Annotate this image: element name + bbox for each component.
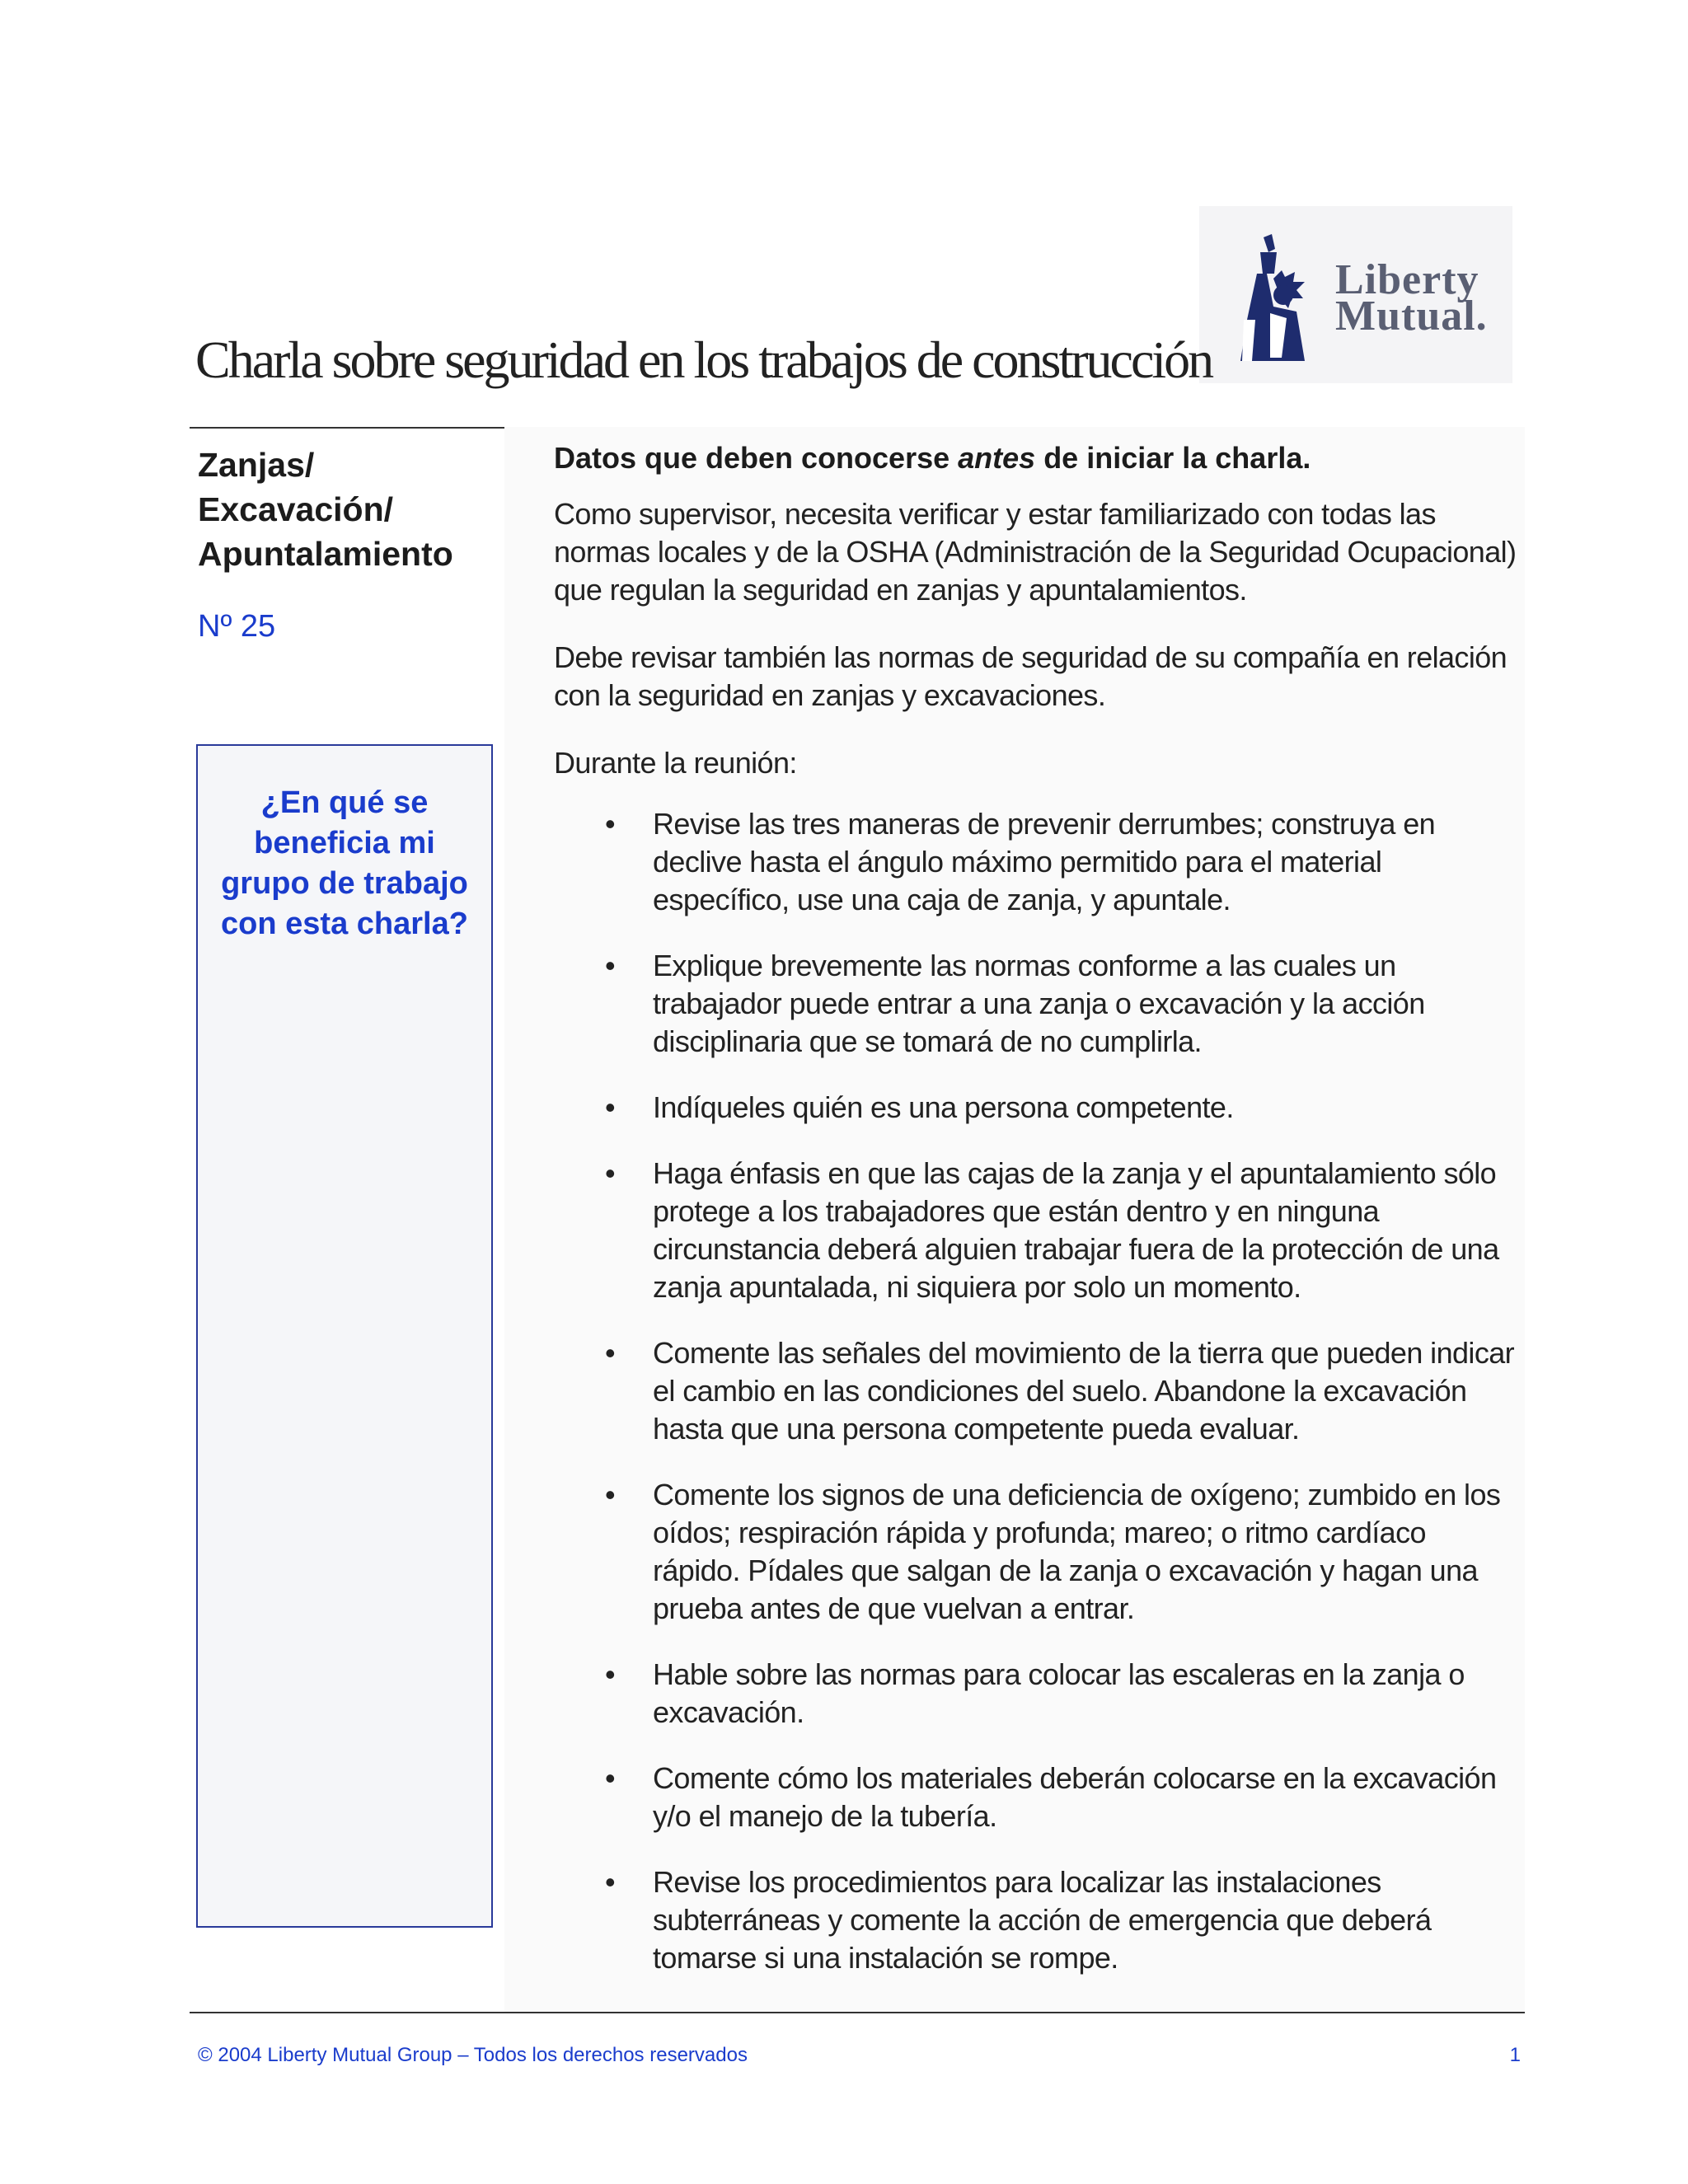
list-item-text: Comente las señales del movimiento de la tierra que pueden indicar el cambio en las condiciones del suelo. Abandone la excavación hasta que una persona competente pueda evaluar. xyxy=(653,1336,1515,1446)
list-item xyxy=(554,1476,1518,1628)
paragraph: Como supervisor, necesita verificar y estar familiarizado con todas las normas locales y de la OSHA (Administración de la Seguridad Ocupacional) que regulan la seguridad en zanjas y apuntalamientos. xyxy=(554,497,1517,607)
benefit-question xyxy=(198,783,491,944)
bullet-icon: • xyxy=(605,1336,616,1370)
liberty-mutual-logo xyxy=(1199,206,1512,383)
bullet-icon: • xyxy=(605,807,616,841)
topic-heading xyxy=(198,443,503,576)
benefit-box xyxy=(196,744,493,1928)
bullet-icon: • xyxy=(605,1761,616,1795)
bullet-icon: • xyxy=(605,1865,616,1899)
list-item-text: Comente cómo los materiales deberán colocarse en la excavación y/o el manejo de la tubería. xyxy=(653,1761,1497,1833)
bullet-icon: • xyxy=(605,1657,616,1691)
list-item-text: Explique brevemente las normas conforme a las cuales un trabajador puede entrar a una zanja o excavación y la acción disciplinaria que se tomará de no cumplirla. xyxy=(653,949,1425,1058)
heading-text: de iniciar la charla. xyxy=(1035,441,1311,475)
bottom-divider xyxy=(190,2012,1525,2013)
main-content xyxy=(504,427,1525,2012)
benefit-line: beneficia mi xyxy=(254,826,435,860)
list-item xyxy=(554,1656,1518,1732)
bullet-icon: • xyxy=(605,1156,616,1190)
intro-heading xyxy=(554,439,1518,477)
statue-of-liberty-icon xyxy=(1224,231,1327,363)
list-item xyxy=(554,1863,1518,1977)
list-item xyxy=(554,805,1518,919)
bullet-icon: • xyxy=(605,1090,616,1124)
list-item-text: Revise las tres maneras de prevenir derrumbes; construya en declive hasta el ángulo máximo permitido para el material específico, use una caja de zanja, y apuntale. xyxy=(653,807,1436,916)
page-number: 1 xyxy=(1509,2044,1521,2066)
footer xyxy=(198,2044,1521,2067)
benefit-line: con esta charla? xyxy=(221,907,468,941)
sidebar xyxy=(198,443,503,644)
topic-line: Apuntalamiento xyxy=(198,535,453,573)
list-item-text: Hable sobre las normas para colocar las escaleras en la zanja o excavación. xyxy=(653,1657,1465,1729)
bullet-icon: • xyxy=(605,1478,616,1511)
list-item xyxy=(554,1760,1518,1835)
copyright-text: © 2004 Liberty Mutual Group – Todos los derechos reservados xyxy=(198,2044,748,2066)
list-item xyxy=(554,1334,1518,1448)
heading-emphasis: antes xyxy=(958,441,1036,475)
page-title: Charla sobre seguridad en los trabajos de construcción xyxy=(195,330,1212,389)
logo-wordmark xyxy=(1335,256,1488,340)
heading-text: Datos que deben conocerse xyxy=(554,441,959,475)
logo-line-2: Mutual. xyxy=(1335,293,1488,340)
talk-number: Nº 25 xyxy=(198,609,276,644)
benefit-line: ¿En qué se xyxy=(260,785,429,820)
bullet-icon: • xyxy=(605,949,616,982)
topic-line: Zanjas/ xyxy=(198,446,315,484)
paragraph: Debe revisar también las normas de seguridad de su compañía en relación con la seguridad en zanjas y excavaciones. xyxy=(554,640,1507,712)
benefit-line: grupo de trabajo xyxy=(221,866,468,901)
topic-line: Excavación/ xyxy=(198,490,394,528)
list-item xyxy=(554,1155,1518,1306)
list-item-text: Comente los signos de una deficiencia de oxígeno; zumbido en los oídos; respiración rápida y profunda; mareo; o ritmo cardíaco rápido. Pídales que salgan de la zanja o excavación y hagan una prueba antes de que vuelvan a entrar. xyxy=(653,1478,1501,1625)
paragraph: Durante la reunión: xyxy=(554,746,797,780)
logo-line-1: Liberty xyxy=(1335,256,1479,303)
list-item-text: Haga énfasis en que las cajas de la zanja y el apuntalamiento sólo protege a los trabajadores que están dentro y en ninguna circunstancia deberá alguien trabajar fuera de la protección de una zanja apuntalada, ni siquiera por solo un momento. xyxy=(653,1156,1499,1304)
bullet-list xyxy=(554,805,1518,1977)
list-item-text: Indíqueles quién es una persona competente. xyxy=(653,1090,1234,1124)
list-item xyxy=(554,947,1518,1061)
list-item-text: Revise los procedimientos para localizar las instalaciones subterráneas y comente la acción de emergencia que deberá tomarse si una instalación se rompe. xyxy=(653,1865,1432,1975)
list-item xyxy=(554,1089,1518,1127)
